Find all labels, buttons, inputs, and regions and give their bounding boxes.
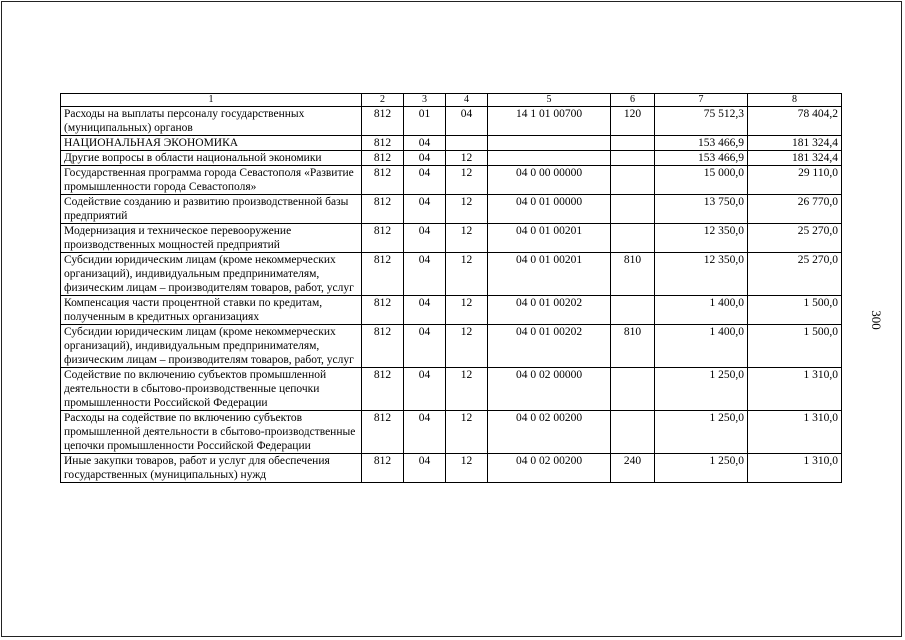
cell-col-5: 04 0 01 00202 xyxy=(488,325,611,368)
cell-col-3: 04 xyxy=(404,325,446,368)
cell-col-3: 04 xyxy=(404,151,446,166)
cell-row-name: Расходы на выплаты персоналу государственных (муниципальных) органов xyxy=(61,107,362,136)
cell-col-6 xyxy=(611,296,655,325)
cell-col-3: 04 xyxy=(404,136,446,151)
header-col-8: 8 xyxy=(748,94,842,107)
cell-col-4 xyxy=(446,136,488,151)
header-col-7: 7 xyxy=(655,94,748,107)
cell-col-4: 12 xyxy=(446,166,488,195)
cell-col-6: 810 xyxy=(611,253,655,296)
cell-col-8: 1 310,0 xyxy=(748,368,842,411)
cell-col-3: 04 xyxy=(404,454,446,483)
cell-col-2: 812 xyxy=(362,411,404,454)
cell-col-8: 1 500,0 xyxy=(748,325,842,368)
cell-col-7: 13 750,0 xyxy=(655,195,748,224)
cell-col-7: 1 250,0 xyxy=(655,368,748,411)
cell-col-4: 12 xyxy=(446,224,488,253)
cell-col-2: 812 xyxy=(362,224,404,253)
cell-col-6: 240 xyxy=(611,454,655,483)
cell-col-6 xyxy=(611,224,655,253)
header-col-1: 1 xyxy=(61,94,362,107)
cell-col-5: 04 0 01 00201 xyxy=(488,253,611,296)
table-row xyxy=(61,166,842,195)
cell-col-8: 29 110,0 xyxy=(748,166,842,195)
cell-col-3: 04 xyxy=(404,296,446,325)
cell-col-4: 12 xyxy=(446,325,488,368)
cell-col-7: 1 250,0 xyxy=(655,411,748,454)
table-row xyxy=(61,325,842,368)
cell-col-2: 812 xyxy=(362,136,404,151)
table-body xyxy=(61,107,842,483)
cell-col-8: 25 270,0 xyxy=(748,224,842,253)
cell-row-name: НАЦИОНАЛЬНАЯ ЭКОНОМИКА xyxy=(61,136,362,151)
cell-col-6 xyxy=(611,136,655,151)
cell-col-6 xyxy=(611,166,655,195)
cell-row-name: Субсидии юридическим лицам (кроме некоммерческих организаций), индивидуальным предпринимателям, физическим лицам – производителям товаров, работ, услуг xyxy=(61,253,362,296)
header-col-2: 2 xyxy=(362,94,404,107)
header-col-3: 3 xyxy=(404,94,446,107)
cell-col-4: 12 xyxy=(446,296,488,325)
header-col-5: 5 xyxy=(488,94,611,107)
cell-row-name: Иные закупки товаров, работ и услуг для обеспечения государственных (муниципальных) нужд xyxy=(61,454,362,483)
cell-col-2: 812 xyxy=(362,151,404,166)
table-row xyxy=(61,195,842,224)
cell-col-2: 812 xyxy=(362,253,404,296)
budget-table xyxy=(60,93,842,483)
cell-col-5: 04 0 01 00202 xyxy=(488,296,611,325)
cell-col-3: 04 xyxy=(404,411,446,454)
table-row xyxy=(61,296,842,325)
cell-col-8: 1 310,0 xyxy=(748,454,842,483)
table-row xyxy=(61,136,842,151)
cell-col-2: 812 xyxy=(362,454,404,483)
cell-row-name: Государственная программа города Севастополя «Развитие промышленности города Севастополя» xyxy=(61,166,362,195)
cell-col-4: 12 xyxy=(446,368,488,411)
header-col-6: 6 xyxy=(611,94,655,107)
cell-col-5: 14 1 01 00700 xyxy=(488,107,611,136)
cell-col-7: 15 000,0 xyxy=(655,166,748,195)
table-row xyxy=(61,253,842,296)
cell-row-name: Содействие созданию и развитию производственной базы предприятий xyxy=(61,195,362,224)
cell-col-3: 04 xyxy=(404,166,446,195)
cell-col-7: 153 466,9 xyxy=(655,151,748,166)
cell-col-2: 812 xyxy=(362,296,404,325)
cell-col-5: 04 0 00 00000 xyxy=(488,166,611,195)
cell-row-name: Модернизация и техническое перевооружение производственных мощностей предприятий xyxy=(61,224,362,253)
cell-col-3: 04 xyxy=(404,253,446,296)
cell-col-3: 04 xyxy=(404,368,446,411)
cell-col-7: 1 250,0 xyxy=(655,454,748,483)
cell-row-name: Другие вопросы в области национальной экономики xyxy=(61,151,362,166)
cell-col-5: 04 0 02 00000 xyxy=(488,368,611,411)
cell-col-2: 812 xyxy=(362,368,404,411)
cell-col-8: 181 324,4 xyxy=(748,151,842,166)
table-row xyxy=(61,224,842,253)
cell-col-8: 181 324,4 xyxy=(748,136,842,151)
cell-col-6 xyxy=(611,195,655,224)
table-row xyxy=(61,411,842,454)
cell-row-name: Субсидии юридическим лицам (кроме некоммерческих организаций), индивидуальным предпринимателям, физическим лицам – производителям товаров, работ, услуг xyxy=(61,325,362,368)
header-col-4: 4 xyxy=(446,94,488,107)
cell-col-5: 04 0 02 00200 xyxy=(488,411,611,454)
cell-col-6: 120 xyxy=(611,107,655,136)
cell-col-5: 04 0 01 00201 xyxy=(488,224,611,253)
cell-col-5: 04 0 02 00200 xyxy=(488,454,611,483)
table-row xyxy=(61,151,842,166)
cell-row-name: Расходы на содействие по включению субъектов промышленной деятельности в сбытово-производственные цепочки промышленности Российской Федерации xyxy=(61,411,362,454)
cell-col-7: 12 350,0 xyxy=(655,224,748,253)
cell-col-4: 12 xyxy=(446,411,488,454)
cell-col-2: 812 xyxy=(362,107,404,136)
cell-col-7: 1 400,0 xyxy=(655,296,748,325)
cell-col-7: 12 350,0 xyxy=(655,253,748,296)
cell-col-4: 04 xyxy=(446,107,488,136)
cell-col-8: 25 270,0 xyxy=(748,253,842,296)
table-row xyxy=(61,107,842,136)
cell-col-4: 12 xyxy=(446,454,488,483)
cell-col-6 xyxy=(611,411,655,454)
cell-col-5: 04 0 01 00000 xyxy=(488,195,611,224)
cell-col-4: 12 xyxy=(446,151,488,166)
cell-col-4: 12 xyxy=(446,253,488,296)
cell-col-5 xyxy=(488,136,611,151)
cell-col-3: 04 xyxy=(404,224,446,253)
cell-row-name: Компенсация части процентной ставки по кредитам, полученным в кредитных организациях xyxy=(61,296,362,325)
cell-col-6 xyxy=(611,368,655,411)
cell-col-4: 12 xyxy=(446,195,488,224)
cell-col-8: 1 310,0 xyxy=(748,411,842,454)
cell-col-3: 04 xyxy=(404,195,446,224)
cell-col-3: 01 xyxy=(404,107,446,136)
cell-col-5 xyxy=(488,151,611,166)
cell-col-8: 78 404,2 xyxy=(748,107,842,136)
cell-row-name: Содействие по включению субъектов промышленной деятельности в сбытово-производственные цепочки промышленности Российской Федерации xyxy=(61,368,362,411)
cell-col-6 xyxy=(611,151,655,166)
cell-col-7: 1 400,0 xyxy=(655,325,748,368)
cell-col-7: 75 512,3 xyxy=(655,107,748,136)
cell-col-8: 26 770,0 xyxy=(748,195,842,224)
cell-col-6: 810 xyxy=(611,325,655,368)
cell-col-7: 153 466,9 xyxy=(655,136,748,151)
cell-col-2: 812 xyxy=(362,166,404,195)
header-row xyxy=(61,94,842,107)
cell-col-2: 812 xyxy=(362,325,404,368)
page-number: 300 xyxy=(868,310,884,330)
cell-col-2: 812 xyxy=(362,195,404,224)
table-row xyxy=(61,368,842,411)
table-row xyxy=(61,454,842,483)
cell-col-8: 1 500,0 xyxy=(748,296,842,325)
